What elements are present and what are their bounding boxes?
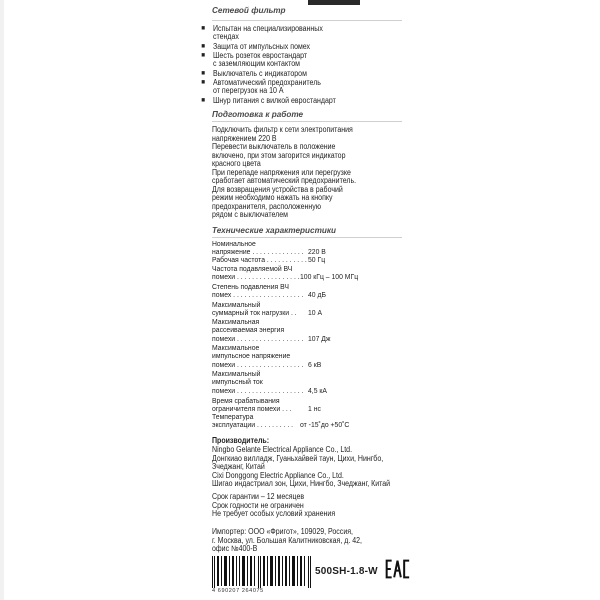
spec-value: 40 дБ — [308, 290, 326, 299]
spec-value: 10 А — [308, 308, 323, 317]
feature-item: ■ Шнур питания с вилкой евростандарт — [213, 97, 336, 105]
section-divider — [212, 20, 402, 21]
spec-value: от -15˚до +50˚С — [300, 420, 350, 429]
feature-item: ■ Автоматический предохранитель от перегрузок на 10 А — [213, 79, 321, 96]
feature-item: ■ Шесть розеток евростандарт с заземляющим контактом — [213, 52, 307, 69]
section-divider — [212, 237, 402, 238]
spec-value: 50 Гц — [308, 255, 326, 264]
importer-text: Импортер: ООО «Фригот», 109029, Россия, г. Москва, ул. Большая Калитниковская, д. 42, офис №400-В — [212, 527, 362, 553]
spec-name: Максимальный суммарный ток нагрузки . . — [212, 300, 297, 318]
manufacturer-label: Производитель: — [212, 436, 270, 445]
spec-name: Максимальная рассеиваемая энергия помехи . . . . . . . . . . . . . . . . . . — [212, 317, 304, 343]
left-shadow-edge — [0, 0, 4, 600]
feature-item: ■ Испытан на специализированных стендах — [213, 25, 323, 42]
spec-value: 1 нс — [308, 404, 321, 413]
feature-item: ■ Защита от импульсных помех — [213, 43, 310, 51]
section-title-preparation: Подготовка к работе — [212, 110, 304, 119]
warranty-text: Срок гарантии – 12 месяцев Срок годности не ограничен Не требует особых условий хранения — [212, 492, 336, 518]
spec-name: Рабочая частота . . . . . . . . . . . — [212, 255, 307, 264]
spec-value: 220 В — [308, 247, 326, 256]
spec-name: Максимальный импульсный ток помехи . . . . . . . . . . . . . . . . . . — [212, 369, 304, 395]
spec-name: Степень подавления ВЧ помех . . . . . . . . . . . . . . . . . . . — [212, 282, 304, 300]
spec-name: Номинальное напряжение . . . . . . . . . . . . . . — [212, 239, 304, 257]
spec-value: 6 кВ — [308, 360, 322, 369]
manufacturer-details: Ningbo Gelante Electrical Appliance Co., Ltd. Донгкиао вилладж, Гуаньхайвей таун, Цихи, Нингбо, Зчеджанг, Китай Cixi Donggong Electric Appliance Co., Ltd. Шигао индастриал зон, Цихи, Нингбо, Зчеджанг, Китай — [212, 445, 391, 488]
preparation-text: Подключить фильтр к сети электропитания напряжением 220 В Перевести выключатель в положение включено, при этом загорится индикатор красного цвета При перепаде напряжения или перегрузке сработает автоматический предохранитель. Для возвращения устройства в рабочий режим необходимо нажать на кнопку предохранителя, расположенную рядом с выключателем — [212, 125, 357, 219]
spec-value: 4,5 кА — [308, 386, 327, 395]
spec-name: Частота подавляемой ВЧ помехи . . . . . . . . . . . . . . . . . . — [212, 264, 304, 282]
section-title-filter: Сетевой фильтр — [212, 6, 286, 15]
spec-name: Время срабатывания ограничителя помехи . . . — [212, 396, 292, 414]
package-label — [200, 0, 415, 600]
spec-value: 100 кГц – 100 МГц — [300, 272, 359, 281]
spec-value: 107 Дж — [308, 334, 331, 343]
barcode — [212, 556, 312, 588]
section-title-tech: Технические характеристики — [212, 226, 337, 235]
model-number: 500SH-1.8-W — [315, 566, 378, 577]
spec-name: Максимальное импульсное напряжение помехи . . . . . . . . . . . . . . . . . . — [212, 343, 304, 369]
spec-name: Температура эксплуатации . . . . . . . . . . — [212, 412, 294, 430]
section-divider — [212, 121, 402, 122]
eac-mark-icon — [385, 558, 410, 580]
barcode-number: 4 690207 264075 — [212, 588, 264, 594]
feature-item: ■ Выключатель с индикатором — [213, 70, 307, 78]
